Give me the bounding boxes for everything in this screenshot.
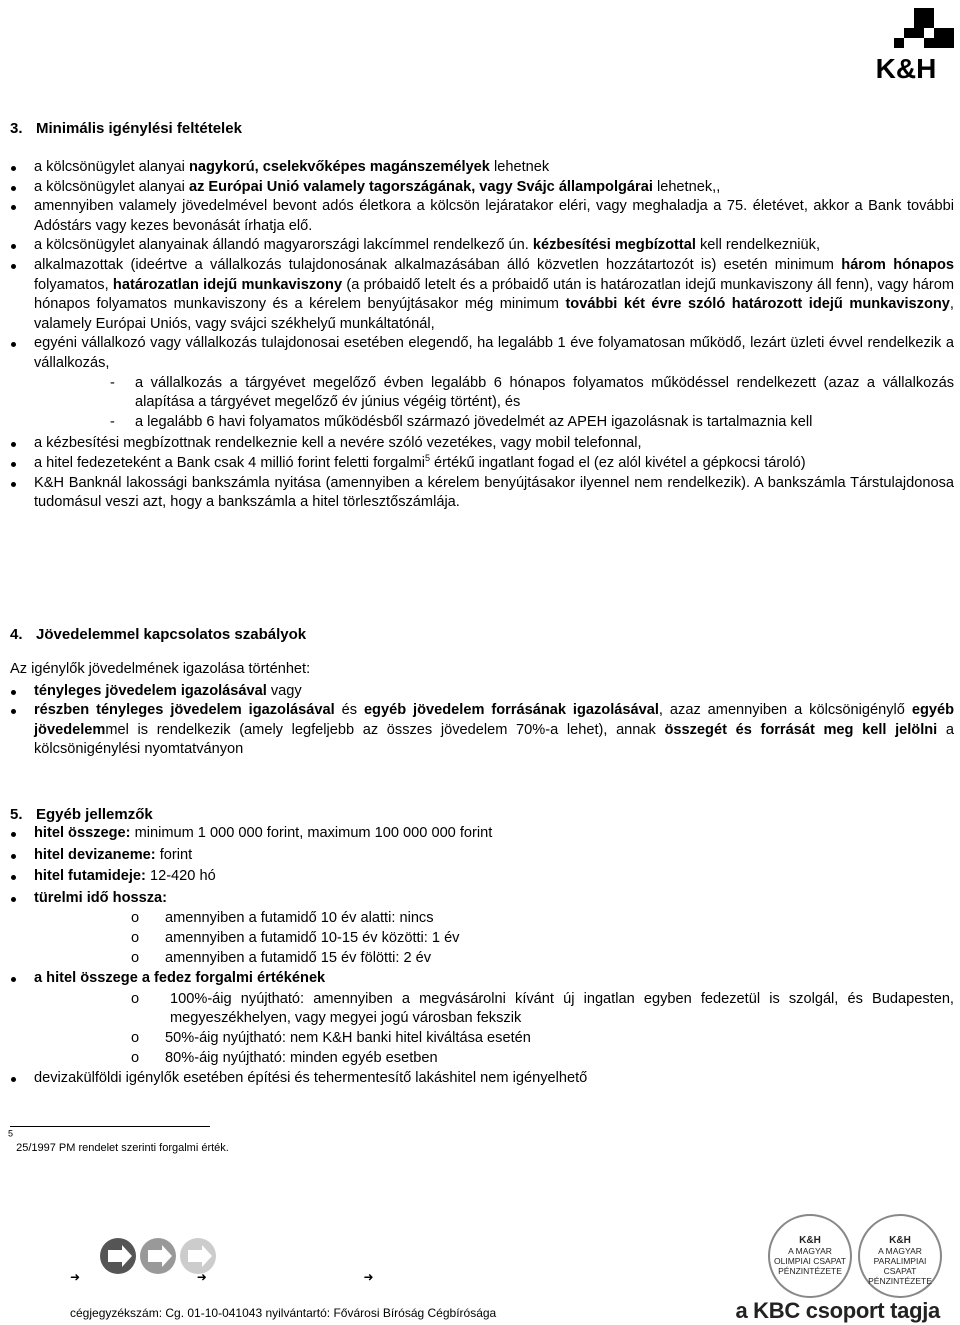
kh-logo-mark [894,8,954,48]
sub-item: o 80%-áig nyújtható: minden egyéb esetben [131,1049,438,1066]
section-4-list [10,682,954,760]
footnote-ref: 5 [424,453,430,464]
section-3 [10,120,954,513]
list-item: a hitel összege a fedez forgalmi értékének [10,969,954,989]
section-4 [10,626,954,760]
section-4-heading: 4. Jövedelemmel kapcsolatos szabályok [10,626,307,643]
kbc-group-tagline: a KBC csoport tagja [735,1298,940,1323]
list-item: hitel összege: minimum 1 000 000 forint, maximum 100 000 000 forint [10,824,954,844]
section-3-list [10,158,954,374]
list-item: K&H Banknál lakossági bankszámla nyitása (amennyiben a kérelem benyújtásakor ilyennel nem rendelkezik). A bankszámla Társtulajdonosa tudomásul veszi azt, hogy a bankszámla a hitel törlesztőszámlája. [10,474,954,513]
arrow-icon: ➜ [363,1270,374,1284]
sub-item: o amennyiben a futamidő 10 év alatti: nincs [131,910,434,927]
list-item: hitel devizaneme: forint [10,846,954,866]
list-item: alkalmazottak (ideértve a vállalkozás tulajdonosának alkalmazásában álló közvetlen hozzátartozót is) esetén minimum három hónapos folyamatos, határozatlan idejű munkaviszony (a próbaidő letelt és a próbaidő után is határozatlan idejű munkaviszony áll fenn), vagy három hónapos folyamatos munkaviszony és a kérelem benyújtásakor még minimum további két évre szóló határozott idejű munkaviszony, valamely Európai Uniós, vagy svájci székhelyű munkáltatónál, [10,256,954,334]
footnote-separator [10,1126,210,1127]
olympic-badge: K&H A MAGYAR OLIMPIAI CSAPAT PÉNZINTÉZETE [768,1214,852,1298]
section-3-heading: 3. Minimális igénylési feltételek [10,120,242,137]
section-4-intro: Az igénylők jövedelmének igazolása történhet: [10,661,311,677]
section-5-list [10,824,954,908]
section-5-list-2 [10,969,954,989]
list-item: egyéni vállalkozó vagy vállalkozás tulajdonosai esetében elegendő, ha legalább 1 éve folyamatosan működő, lezárt üzleti évvel rendelkezik a vállalkozás, [10,334,954,373]
list-item: a kölcsönügylet alanyainak állandó magyarországi lakcímmel rendelkező ún. kézbesítési megbízottal kell rendelkezniük, [10,236,954,256]
footnote [8,1128,229,1154]
kh-logo [854,4,958,82]
arrow-icon: ➜ [70,1270,81,1284]
list-item: a hitel fedezeteként a Bank csak 4 millió forint feletti forgalmi$^5$ értékű ingatlant fogad el (ez alól kivétel a gépkocsi tároló) [10,454,954,474]
dash-item: - a vállalkozás a tárgyévet megelőző évben legalább 6 hónapos folyamatos működéssel rendelkezett (azaz a vállalkozás alapítása a tárgyévet megelőző év június végéig történt), és [110,374,954,411]
kh-logo-text: K&H [875,53,937,82]
dash-item: - a legalább 6 havi folyamatos működésből származó jövedelmét az APEH igazolásnak is tartalmaznia kell [110,413,813,430]
section-5-heading: 5. Egyéb jellemzők [10,806,153,823]
sub-item: o amennyiben a futamidő 10-15 év közötti: 1 év [131,929,460,946]
list-item: türelmi idő hossza: [10,889,954,909]
list-item: devizakülföldi igénylők esetében építési és tehermentesítő lakáshitel nem igényelhető [10,1069,954,1089]
section-5 [10,806,954,1089]
list-item: a kézbesítési megbízottnak rendelkeznie kell a nevére szóló vezetékes, vagy mobil telefonnal, [10,434,954,454]
paralympic-badge: K&H A MAGYAR PARALIMPIAI CSAPAT PÉNZINTÉZETE [858,1214,942,1298]
list-item: a kölcsönügylet alanyai az Európai Unió valamely tagországának, vagy Svájc állampolgárai lehetnek,, [10,178,954,198]
section-3-list-2 [10,434,954,512]
list-item: a kölcsönügylet alanyai nagykorú, cselekvőképes magánszemélyek lehetnek [10,158,954,178]
footnote-mark: 5 [8,1128,14,1139]
list-item: hitel futamideje: 12-420 hó [10,867,954,887]
list-item: amennyiben valamely jövedelmével bevont adós életkora a kölcsön lejáratakor eléri, vagy meghaladja a 75. életévet, akkor a Bank további Adóstárs vagy kezes bevonását írhatja elő. [10,197,954,236]
list-item: részben tényleges jövedelem igazolásával és egyéb jövedelem forrásának igazolásával, azaz amennyiben a kölcsönigénylő egyéb jövedelemmel is rendelkezik (amely legfeljebb az összes jövedelem 70%-a lehet), annak összegét és forrását meg kell jelölni a kölcsönigénylési nyomtatványon [10,701,954,760]
arrow-icon: ➜ [196,1270,207,1284]
footnote-text: 25/1997 PM rendelet szerinti forgalmi érték. [16,1142,229,1154]
list-item: tényleges jövedelem igazolásával vagy [10,682,954,702]
company-registry: cégjegyzékszám: Cg. 01-10-041043 nyilvántartó: Fővárosi Bíróság Cégbírósága [70,1306,497,1320]
sub-item: o 50%-áig nyújtható: nem K&H banki hitel kiváltása esetén [131,1029,531,1046]
sub-item: o amennyiben a futamidő 15 év fölötti: 2 év [131,949,432,966]
section-5-list-3 [10,1069,954,1089]
sub-item: o 100%-áig nyújtható: amennyiben a megvásárolni kívánt új ingatlan egyben fedezetül is szolgál, és Budapesten, megyeszékhelyen, vagy megyei jogú városban fekszik [131,990,954,1027]
footer-arrow-row [70,1270,374,1284]
